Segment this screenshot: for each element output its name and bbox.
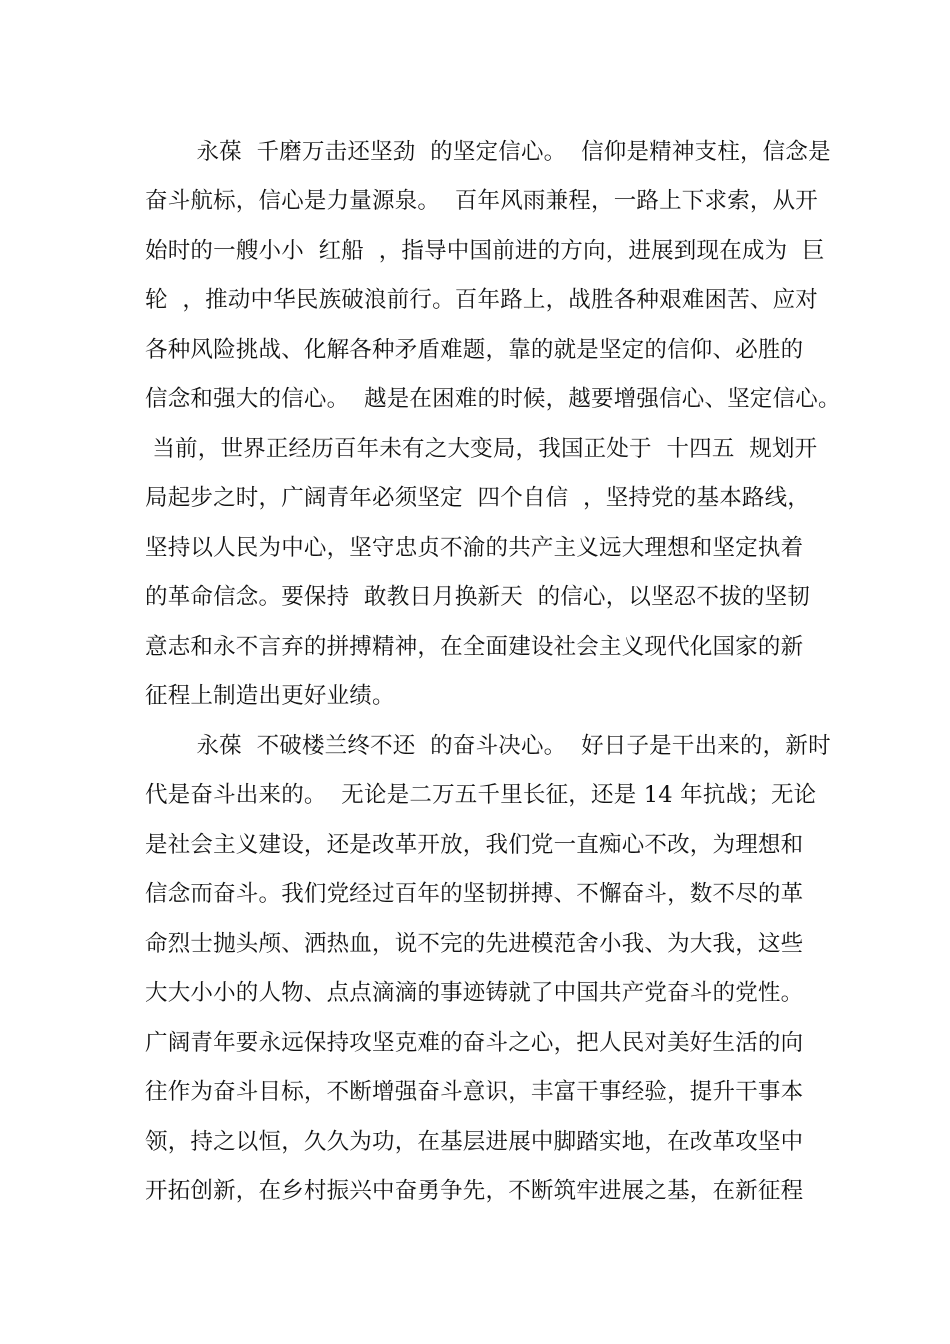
text-line: 命烈士抛头颅、洒热血，说不完的先进模范舍小我、为大我，这些 bbox=[145, 931, 804, 957]
text-line: 开拓创新，在乡村振兴中奋勇争先，不断筑牢进展之基，在新征程 bbox=[145, 1178, 804, 1204]
text-line: 当前，世界正经历百年未有之大变局，我国正处于 十四五 规划开 bbox=[145, 436, 818, 462]
text-line: 信念和强大的信心。 越是在困难的时候，越要增强信心、坚定信心。 bbox=[145, 386, 841, 412]
text-line: 的革命信念。要保持 敢教日月换新天 的信心，以坚忍不拔的坚韧 bbox=[145, 584, 811, 610]
text-line: 往作为奋斗目标，不断增强奋斗意识，丰富干事经验，提升干事本 bbox=[145, 1079, 804, 1105]
text-line: 征程上制造出更好业绩。 bbox=[145, 683, 395, 709]
text-line: 永葆 不破楼兰终不还 的奋斗决心。 好日子是干出来的，新时 bbox=[145, 733, 831, 759]
text-line: 永葆 千磨万击还坚劲 的坚定信心。 信仰是精神支柱，信念是 bbox=[145, 139, 831, 165]
text-line: 坚持以人民为中心，坚守忠贞不渝的共产主义远大理想和坚定执着 bbox=[145, 535, 804, 561]
text-line: 意志和永不言弃的拼搏精神，在全面建设社会主义现代化国家的新 bbox=[145, 634, 804, 660]
text-line: 大大小小的人物、点点滴滴的事迹铸就了中国共产党奋斗的党性。 bbox=[145, 980, 804, 1006]
text-line: 广阔青年要永远保持攻坚克难的奋斗之心，把人民对美好生活的向 bbox=[145, 1030, 804, 1056]
text-line: 信念而奋斗。我们党经过百年的坚韧拼搏、不懈奋斗，数不尽的革 bbox=[145, 881, 804, 907]
text-line: 领，持之以恒，久久为功，在基层进展中脚踏实地，在改革攻坚中 bbox=[145, 1129, 804, 1155]
text-line: 各种风险挑战、化解各种矛盾难题，靠的就是坚定的信仰、必胜的 bbox=[145, 337, 804, 363]
text-line: 始时的一艘小小 红船 ，指导中国前进的方向，进展到现在成为 巨 bbox=[145, 238, 825, 264]
text-line: 是社会主义建设，还是改革开放，我们党一直痴心不改，为理想和 bbox=[145, 832, 804, 858]
text-line: 代是奋斗出来的。 无论是二万五千里长征，还是 14 年抗战；无论 bbox=[145, 782, 817, 808]
text-line: 轮 ，推动中华民族破浪前行。百年路上，战胜各种艰难困苦、应对 bbox=[145, 287, 819, 313]
text-line: 局起步之时，广阔青年必须坚定 四个自信 ，坚持党的基本路线， bbox=[145, 485, 811, 511]
text-line: 奋斗航标，信心是力量源泉。 百年风雨兼程，一路上下求索，从开 bbox=[145, 188, 819, 214]
